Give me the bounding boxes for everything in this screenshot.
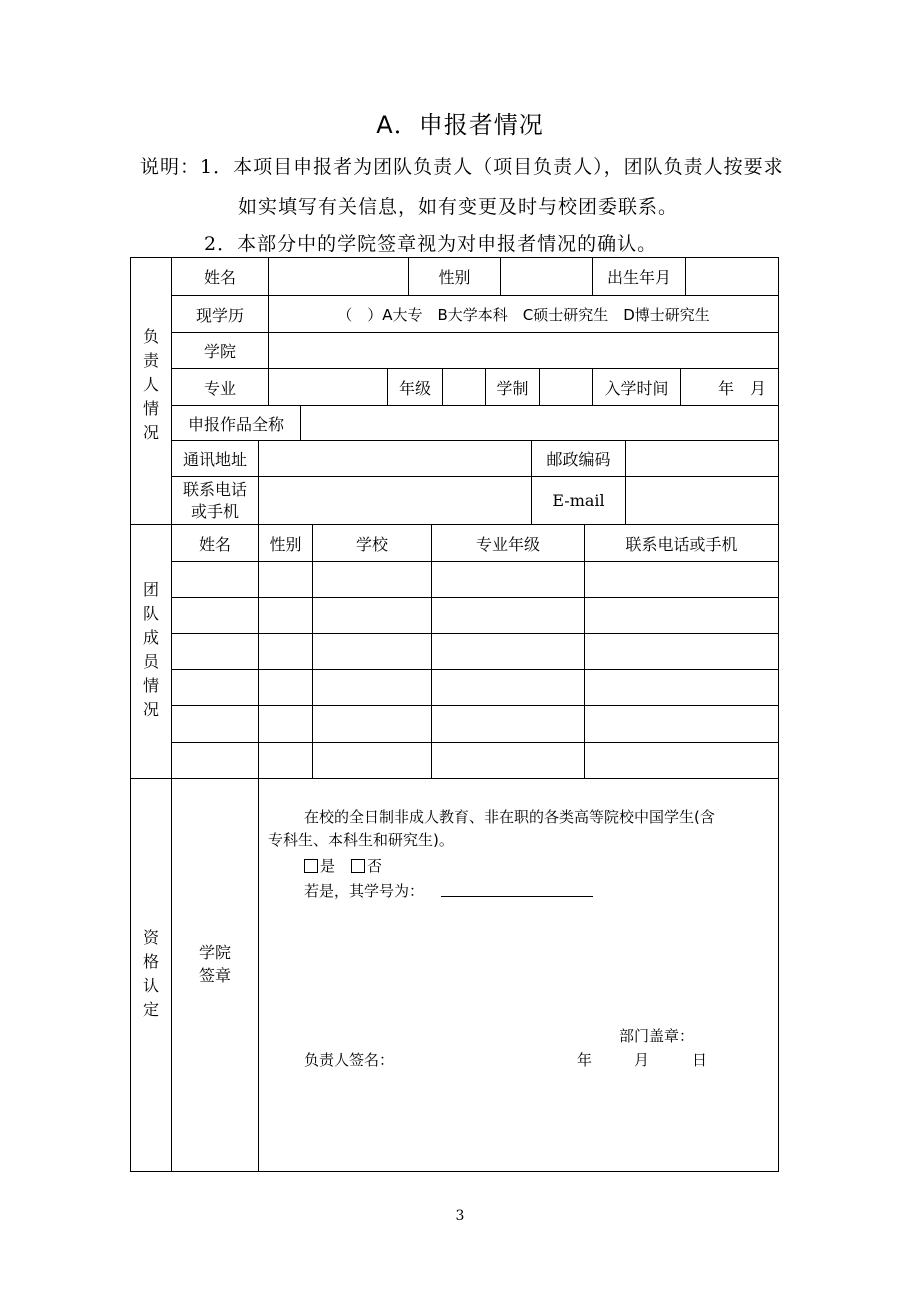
college-label: 学院	[203, 342, 236, 361]
yes-checkbox[interactable]	[304, 859, 318, 873]
no-checkbox[interactable]	[351, 859, 365, 873]
page-number: 3	[455, 1208, 465, 1224]
duration-label: 学制	[496, 378, 529, 398]
date-year: 年	[577, 1051, 593, 1069]
gender-input[interactable]	[501, 258, 592, 295]
postcode-input[interactable]	[626, 441, 778, 476]
major-label: 专业	[203, 378, 236, 398]
grade-label: 年级	[398, 378, 431, 398]
birth-input[interactable]	[686, 258, 778, 295]
dept-seal-label: 部门盖章：	[619, 1027, 695, 1045]
duration-input[interactable]	[540, 369, 592, 405]
education-options[interactable]: （ ）A大专 B大学本科 C硕士研究生 D博士研究生	[337, 305, 710, 324]
members-header-name: 姓名	[198, 534, 231, 554]
note-line-1: 说明：1．本项目申报者为团队负责人（项目负责人），团队负责人按要求	[140, 156, 784, 178]
student-id-label: 若是，其学号为：	[304, 882, 425, 900]
date-month: 月	[634, 1051, 650, 1069]
name-input[interactable]	[269, 258, 408, 295]
members-header-phone: 联系电话或手机	[625, 534, 738, 554]
grade-input[interactable]	[443, 369, 485, 405]
major-input[interactable]	[269, 369, 387, 405]
address-input[interactable]	[259, 441, 531, 476]
page-title: A．申报者情况	[376, 111, 544, 139]
birth-label: 出生年月	[606, 268, 671, 287]
note-line-2: 如实填写有关信息，如有变更及时与校团委联系。	[238, 196, 679, 218]
college-input[interactable]	[269, 333, 778, 368]
student-id-input[interactable]	[441, 896, 593, 897]
address-label: 通讯地址	[182, 450, 247, 469]
qualification-statement-1: 在校的全日制非成人教育、非在职的各类高等院校中国学生(含	[304, 808, 715, 826]
note-line-3: 2．本部分中的学院签章视为对申报者情况的确认。	[204, 233, 658, 255]
work-title-input[interactable]	[301, 406, 778, 440]
members-header-school: 学校	[355, 534, 388, 554]
yes-label: 是	[320, 857, 336, 875]
members-header-major: 专业年级	[475, 534, 540, 554]
email-input[interactable]	[626, 477, 778, 524]
no-label: 否	[367, 857, 383, 875]
education-label: 现学历	[195, 305, 244, 325]
enroll-input[interactable]: 年 月	[717, 378, 766, 398]
postcode-label: 邮政编码	[546, 450, 611, 469]
work-title-label: 申报作品全称	[187, 414, 284, 434]
qualification-statement-2: 专科生、本科生和研究生)。	[268, 831, 454, 849]
qualification-section-label: 资格认定	[143, 928, 160, 1019]
members-section-label: 团队成员情况	[143, 580, 160, 719]
enroll-label: 入学时间	[604, 378, 669, 398]
name-label: 姓名	[203, 268, 236, 287]
date-day: 日	[692, 1051, 708, 1069]
phone-label: 联系电话 或手机	[182, 479, 247, 521]
gender-label: 性别	[438, 268, 471, 287]
email-label: E-mail	[552, 491, 605, 510]
leader-section-label: 负责人情况	[143, 327, 160, 442]
eligibility-choice	[304, 855, 382, 876]
members-header-gender: 性别	[269, 534, 302, 554]
college-seal-label: 学院 签章	[198, 943, 231, 985]
signature-label: 负责人签名：	[304, 1051, 395, 1069]
phone-input[interactable]	[259, 477, 531, 524]
